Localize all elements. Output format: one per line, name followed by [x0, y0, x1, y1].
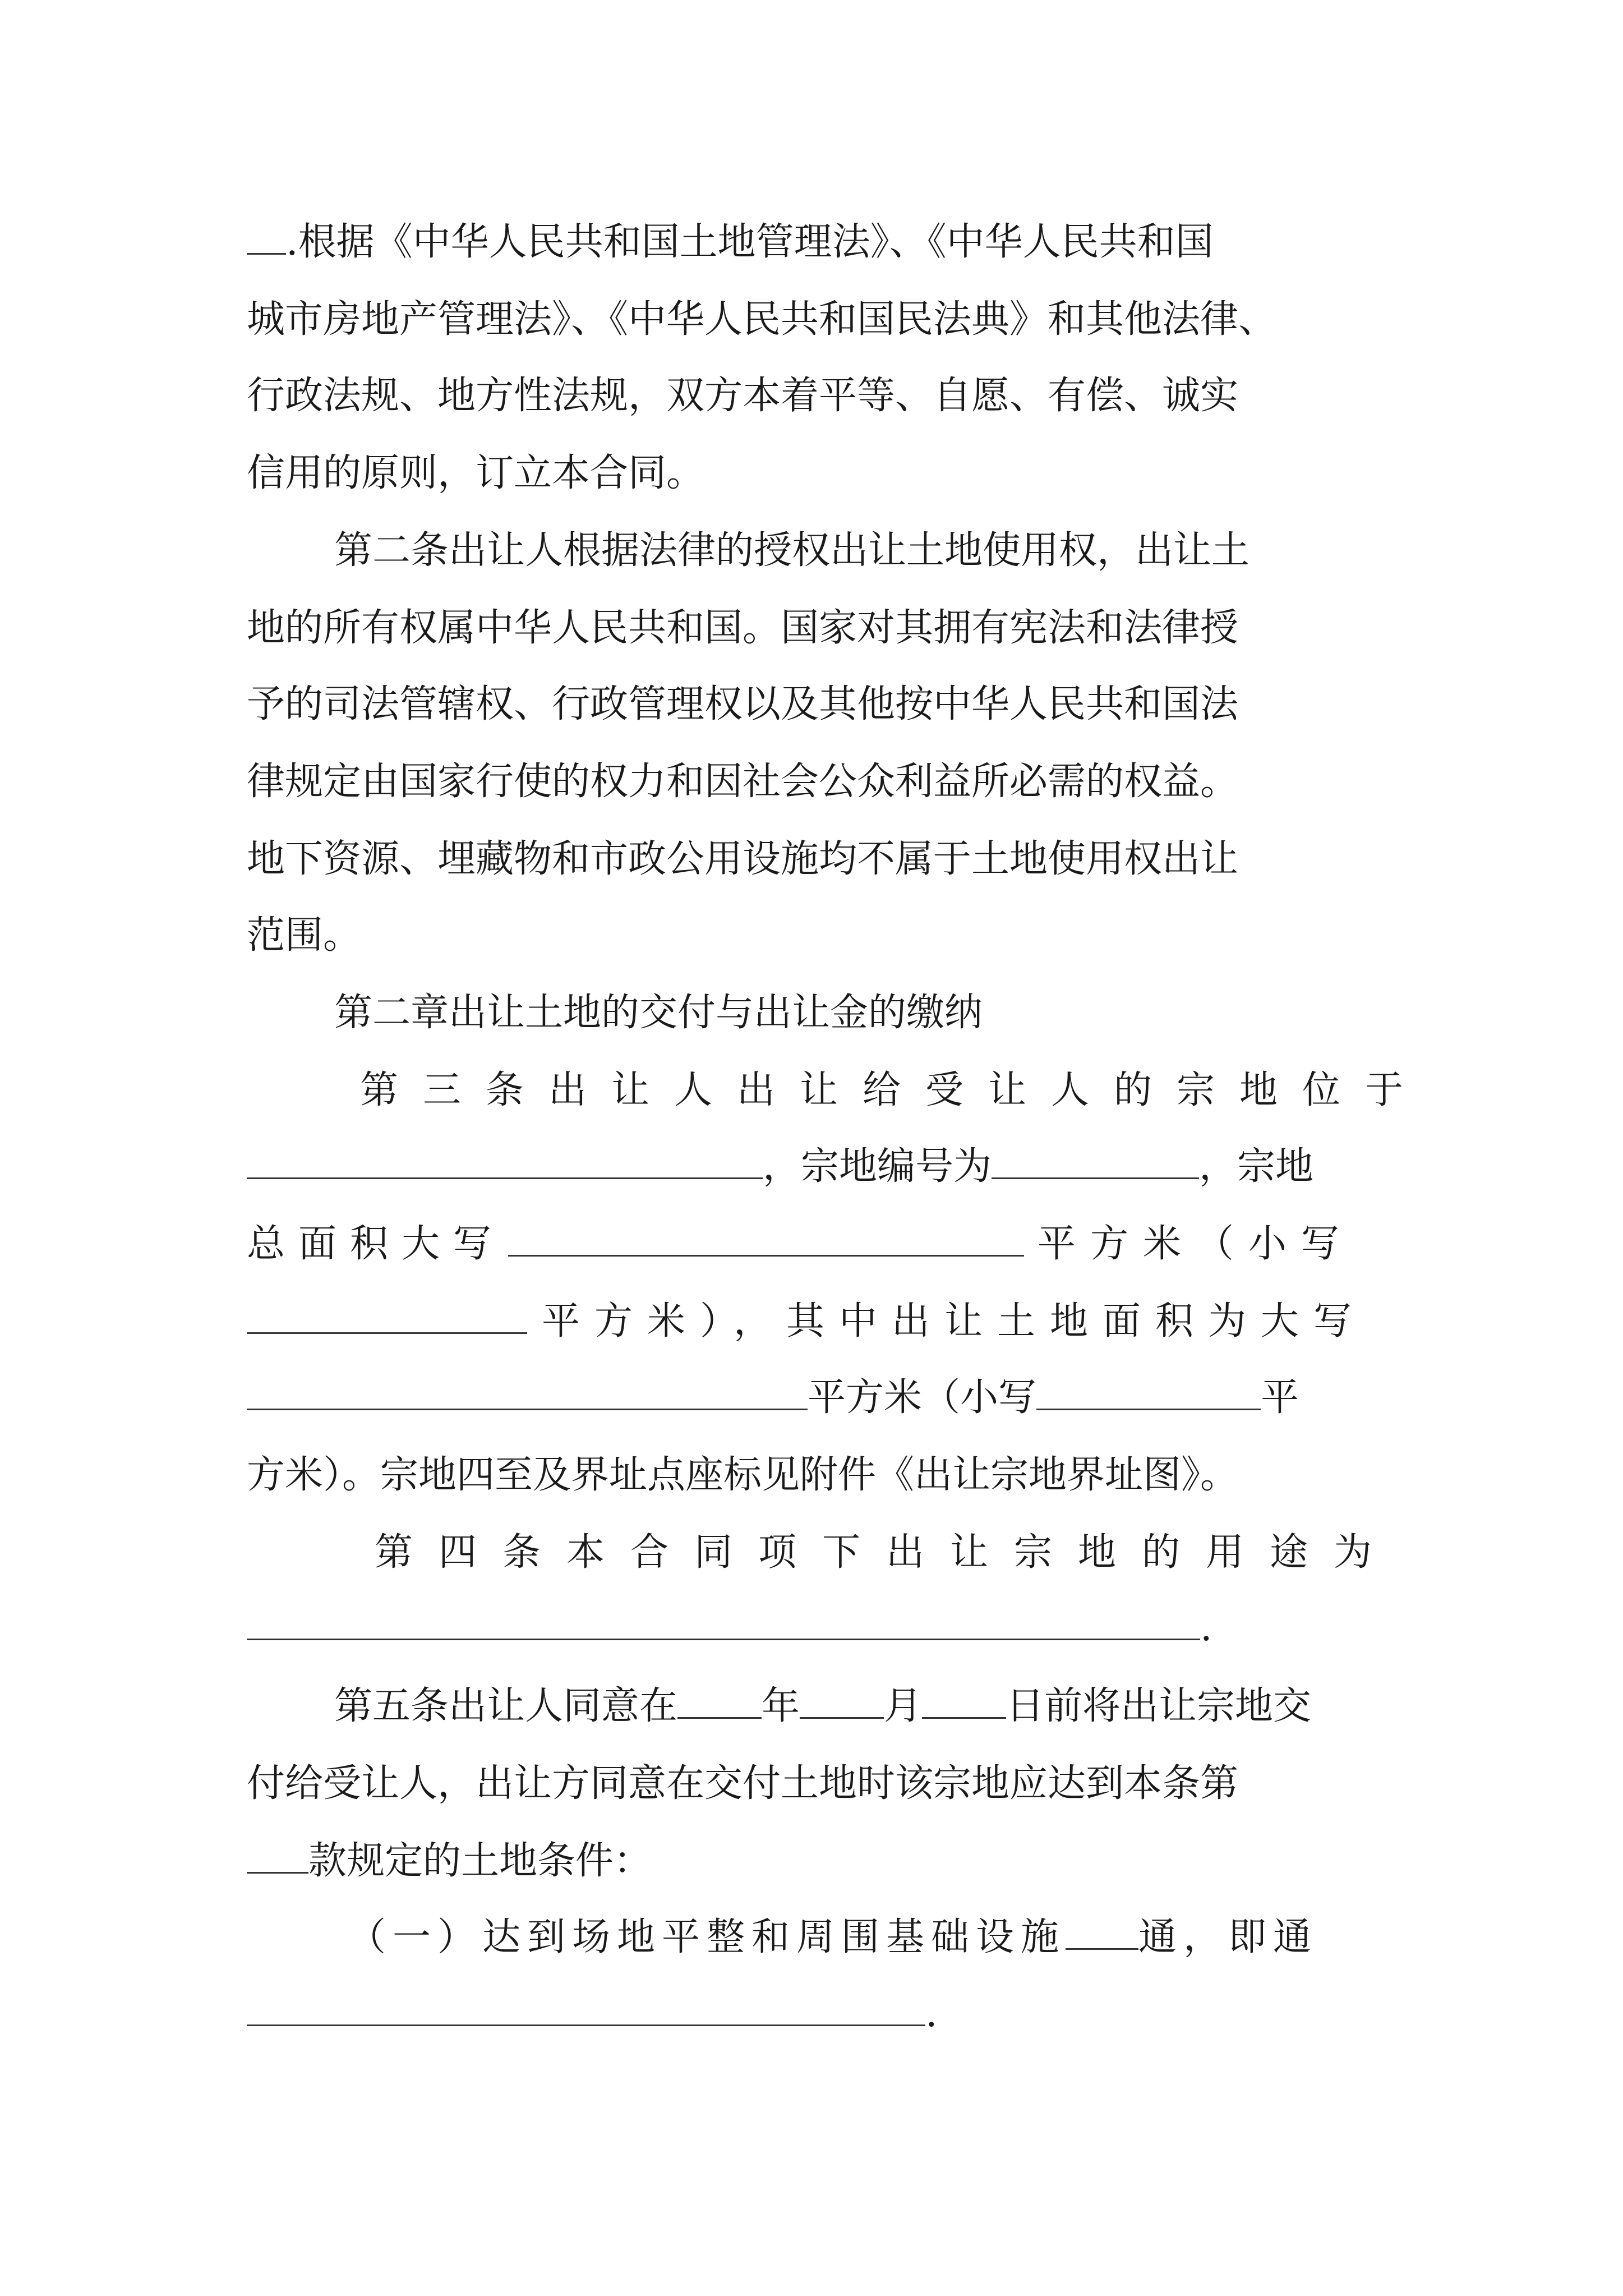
fill-blank-clause-number[interactable] — [247, 1838, 308, 1874]
fill-blank-infrastructure-items[interactable] — [247, 1991, 925, 2026]
fill-blank-total-area-upper[interactable] — [508, 1221, 1024, 1257]
text-segment: 日前将出让宗地交 — [1006, 1684, 1312, 1728]
fill-blank-total-area-lower[interactable] — [247, 1299, 527, 1334]
fill-blank-month[interactable] — [800, 1683, 884, 1719]
text-line: 行政法规、地方性法规，双方本着平等、自愿、有偿、诚实 — [247, 374, 1239, 418]
text-line — [247, 1828, 1374, 1895]
text-line: 信用的原则，订立本合同。 — [247, 451, 705, 495]
text-line — [334, 1673, 1374, 1740]
fill-blank[interactable] — [247, 219, 286, 255]
text-line — [348, 1904, 1362, 1971]
fill-blank-infrastructure-count[interactable] — [1066, 1915, 1138, 1950]
text-line: 律规定由国家行使的权力和因社会公众利益所必需的权益。 — [247, 760, 1239, 804]
text-segment: . — [1200, 1605, 1212, 1650]
fill-blank-location[interactable] — [247, 1144, 763, 1179]
text-segment: （一）达到场地平整和周围基础设施 — [348, 1915, 1066, 1959]
text-segment: ，宗地编号为 — [763, 1144, 992, 1189]
text-line — [247, 1364, 1374, 1432]
text-line: 城市房地产管理法》、《中华人民共和国民法典》和其他法律、 — [247, 297, 1277, 342]
chapter-heading: 第二章出让土地的交付与出让金的缴纳 — [334, 991, 983, 1035]
text-segment: ，宗地 — [1199, 1144, 1314, 1189]
text-line — [247, 1211, 1374, 1278]
article-heading: 第二条出让人根据法律的授权出让土地使用权，出让土 — [334, 528, 1250, 573]
text-segment: 通，即通 — [1138, 1915, 1318, 1959]
text-segment: 平方米（小写 — [1038, 1222, 1354, 1266]
text-segment: 年 — [762, 1684, 800, 1728]
text-segment: .根据《中华人民共和国土地管理法》、《中华人民共和国 — [286, 220, 1214, 264]
fill-blank-transfer-area-lower[interactable] — [1036, 1375, 1261, 1410]
text-segment: 总面积大写 — [247, 1222, 505, 1266]
fill-blank-day[interactable] — [922, 1683, 1006, 1719]
text-line: 付给受让人，出让方同意在交付土地时该宗地应达到本条第 — [247, 1761, 1239, 1806]
text-segment: 平方米），其中出让土地面积为大写 — [542, 1299, 1367, 1343]
fill-blank-land-use[interactable] — [247, 1605, 1200, 1640]
text-line: 地下资源、埋藏物和市政公用设施均不属于土地使用权出让 — [247, 837, 1239, 881]
text-line — [247, 1980, 1374, 2047]
fill-blank-parcel-number[interactable] — [992, 1144, 1199, 1179]
text-line — [247, 1594, 1374, 1662]
text-line — [247, 1133, 1374, 1200]
text-segment: 平方米（小写 — [808, 1375, 1037, 1420]
text-segment: 月 — [884, 1684, 923, 1728]
text-segment: 款规定的土地条件： — [308, 1839, 652, 1883]
text-segment: 平 — [1261, 1375, 1299, 1420]
text-segment: 第五条出让人同意在 — [334, 1684, 678, 1728]
article-heading: 第四条本合同项下出让宗地的用途为 — [375, 1530, 1398, 1575]
text-line — [247, 1288, 1374, 1355]
text-line — [247, 209, 1374, 276]
text-line: 予的司法管辖权、行政管理权以及其他按中华人民共和国法 — [247, 682, 1239, 726]
text-line: 方米）。宗地四至及界址点座标见附件《出让宗地界址图》。 — [247, 1453, 1239, 1497]
fill-blank-year[interactable] — [677, 1683, 762, 1719]
text-line: 地的所有权属中华人民共和国。国家对其拥有宪法和法律授 — [247, 606, 1239, 650]
text-segment: . — [925, 1991, 938, 2036]
text-line: 范围。 — [247, 913, 362, 958]
fill-blank-transfer-area-upper[interactable] — [247, 1375, 808, 1410]
article-heading: 第三条出让人出让给受让人的宗地位于 — [360, 1068, 1428, 1112]
